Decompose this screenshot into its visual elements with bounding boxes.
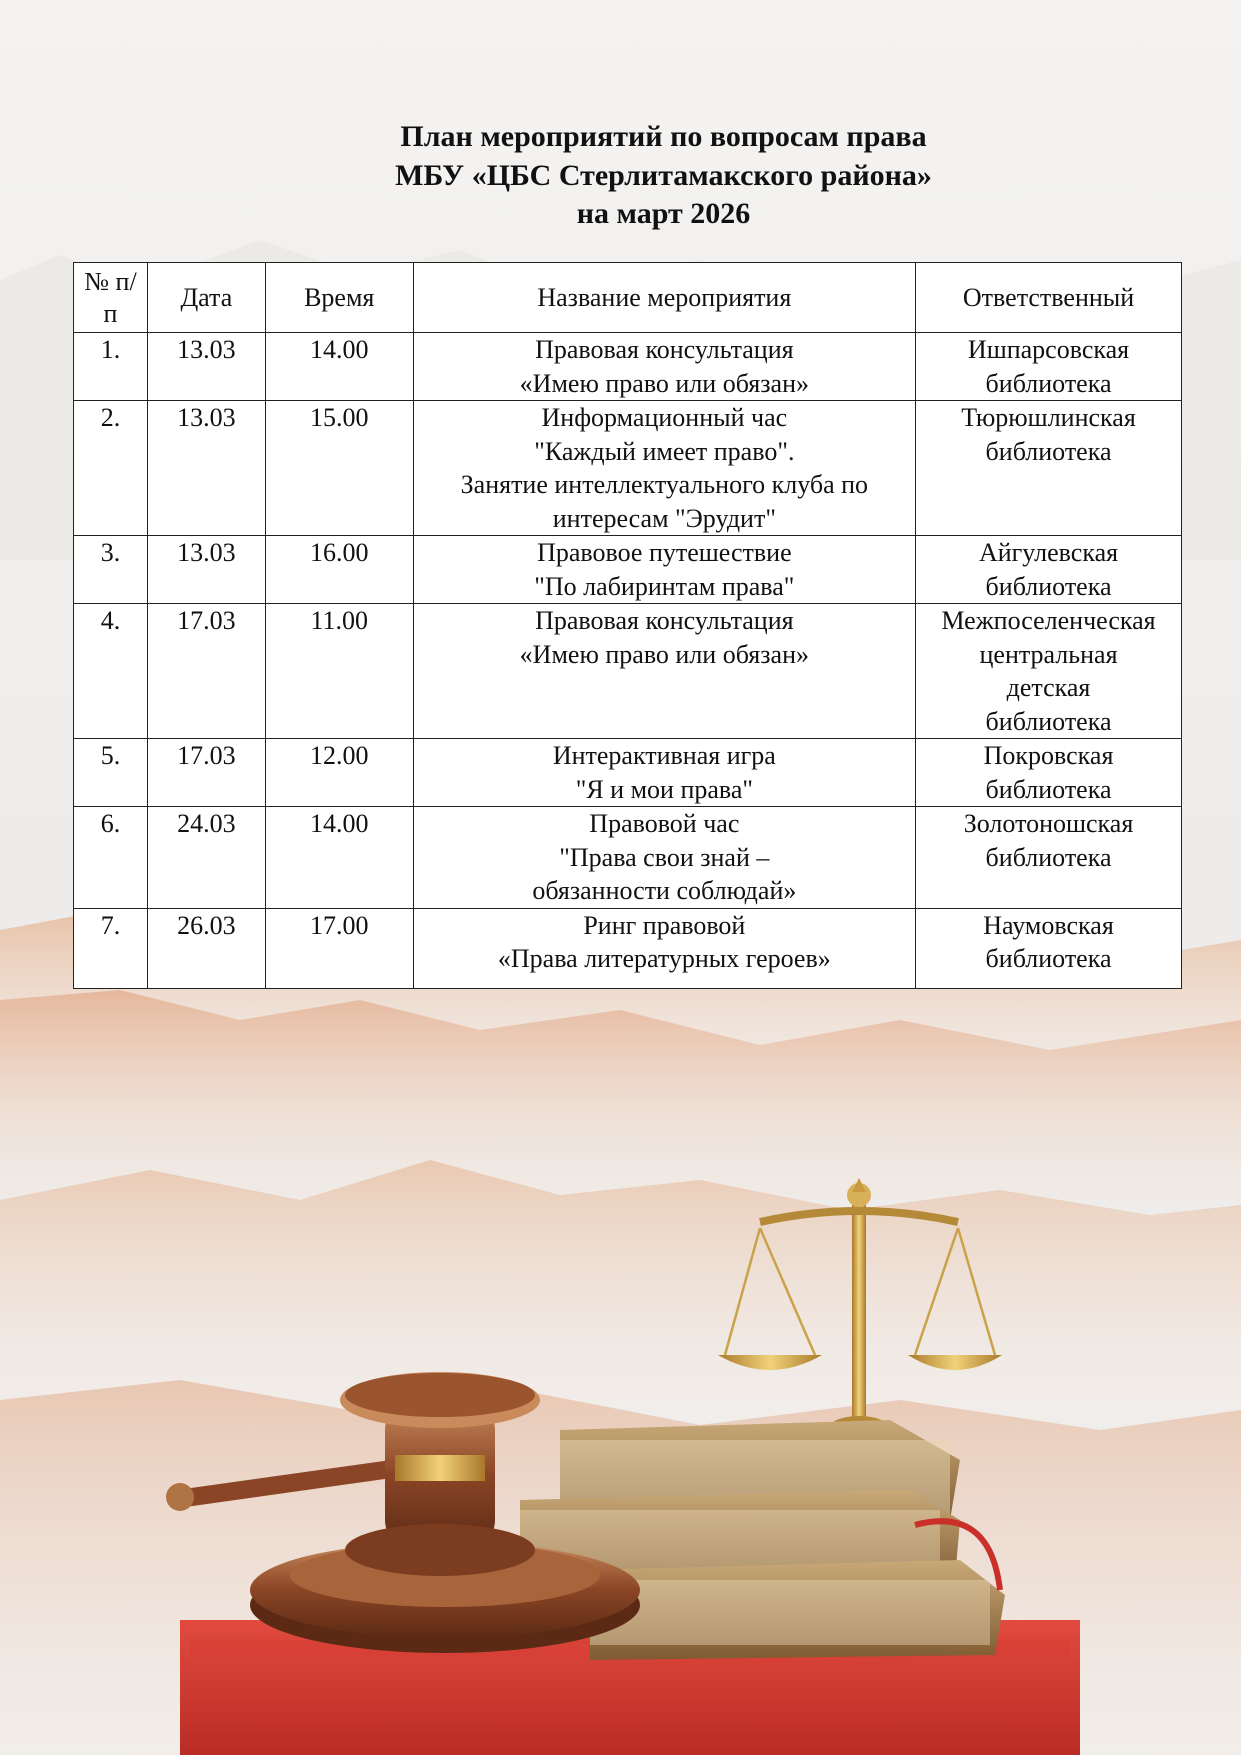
table-row (74, 908, 1182, 988)
row-number: 1. (74, 333, 148, 401)
responsible-line: Золотоношская (963, 809, 1134, 838)
row-date: 26.03 (147, 908, 265, 988)
row-number: 2. (74, 401, 148, 536)
row-responsible (916, 536, 1182, 604)
responsible-line: Наумовская (983, 910, 1114, 940)
responsible-line: библиотека (985, 944, 1112, 973)
event-line: Правовой час (589, 809, 740, 838)
column-header-date: Дата (147, 263, 265, 333)
responsible-line: библиотека (985, 571, 1112, 601)
event-line: "Я и мои права" (575, 774, 753, 804)
event-line: "Права свои знай – (559, 842, 770, 872)
event-line: «Права литературных героев» (497, 944, 831, 973)
table-row (74, 604, 1182, 739)
event-line: интересам "Эрудит" (552, 503, 776, 533)
table-row (74, 401, 1182, 536)
responsible-line: Тюрюшлинская (961, 403, 1136, 432)
column-header-time: Время (265, 263, 413, 333)
row-event (413, 739, 915, 807)
row-date: 17.03 (147, 604, 265, 739)
column-header-event: Название мероприятия (413, 263, 915, 333)
responsible-line: библиотека (985, 706, 1112, 736)
title-line-2: МБУ «ЦБС Стерлитамакского района» (395, 158, 932, 192)
event-line: Информационный час (541, 403, 788, 432)
event-line: «Имею право или обязан» (519, 368, 809, 398)
row-event (413, 908, 915, 988)
event-line: Занятие интеллектуального клуба по (460, 470, 869, 499)
row-number: 4. (74, 604, 148, 739)
responsible-line: Межпоселенческая (941, 606, 1156, 635)
row-time: 17.00 (265, 908, 413, 988)
row-date: 13.03 (147, 536, 265, 604)
row-responsible (916, 908, 1182, 988)
row-time: 16.00 (265, 536, 413, 604)
table-row (74, 536, 1182, 604)
responsible-line: детская (1006, 673, 1091, 702)
title-line-1: План мероприятий по вопросам права (400, 120, 927, 153)
table-row (74, 333, 1182, 401)
row-time: 15.00 (265, 401, 413, 536)
row-responsible (916, 333, 1182, 401)
row-time: 11.00 (265, 604, 413, 739)
document-header (0, 118, 1241, 234)
table-row (74, 807, 1182, 909)
event-line: "По лабиринтам права" (534, 571, 795, 601)
event-line: обязанности соблюдай» (532, 876, 797, 905)
title-line-3: на март 2026 (576, 197, 751, 230)
row-time: 12.00 (265, 739, 413, 807)
responsible-line: Ишпарсовская (967, 335, 1130, 364)
event-line: Интерактивная игра (552, 741, 776, 770)
responsible-line: Айгулевская (978, 538, 1119, 567)
row-date: 17.03 (147, 739, 265, 807)
row-date: 13.03 (147, 401, 265, 536)
column-header-responsible: Ответственный (916, 263, 1182, 333)
row-responsible (916, 739, 1182, 807)
row-time: 14.00 (265, 807, 413, 909)
row-event (413, 401, 915, 536)
row-time: 14.00 (265, 333, 413, 401)
event-line: Ринг правовой (583, 910, 746, 940)
row-date: 24.03 (147, 807, 265, 909)
row-event (413, 807, 915, 909)
row-number: 3. (74, 536, 148, 604)
row-responsible (916, 604, 1182, 739)
table-row (74, 739, 1182, 807)
responsible-line: библиотека (985, 436, 1112, 466)
row-number: 7. (74, 908, 148, 988)
event-line: «Имею право или обязан» (519, 639, 809, 669)
event-line: Правовое путешествие (537, 538, 792, 567)
row-number: 6. (74, 807, 148, 909)
event-line: Правовая консультация (535, 335, 794, 364)
responsible-line: библиотека (985, 368, 1112, 398)
responsible-line: библиотека (985, 842, 1112, 872)
responsible-line: библиотека (985, 774, 1112, 804)
table-header-row (74, 263, 1182, 333)
row-event (413, 604, 915, 739)
column-header-num: № п/п (74, 263, 148, 333)
row-responsible (916, 401, 1182, 536)
row-date: 13.03 (147, 333, 265, 401)
row-number: 5. (74, 739, 148, 807)
events-table (73, 262, 1182, 989)
responsible-line: Покровская (983, 741, 1114, 770)
row-event (413, 333, 915, 401)
responsible-line: центральная (979, 639, 1118, 669)
row-event (413, 536, 915, 604)
event-line: Правовая консультация (535, 606, 794, 635)
row-responsible (916, 807, 1182, 909)
event-line: "Каждый имеет право". (534, 436, 795, 466)
